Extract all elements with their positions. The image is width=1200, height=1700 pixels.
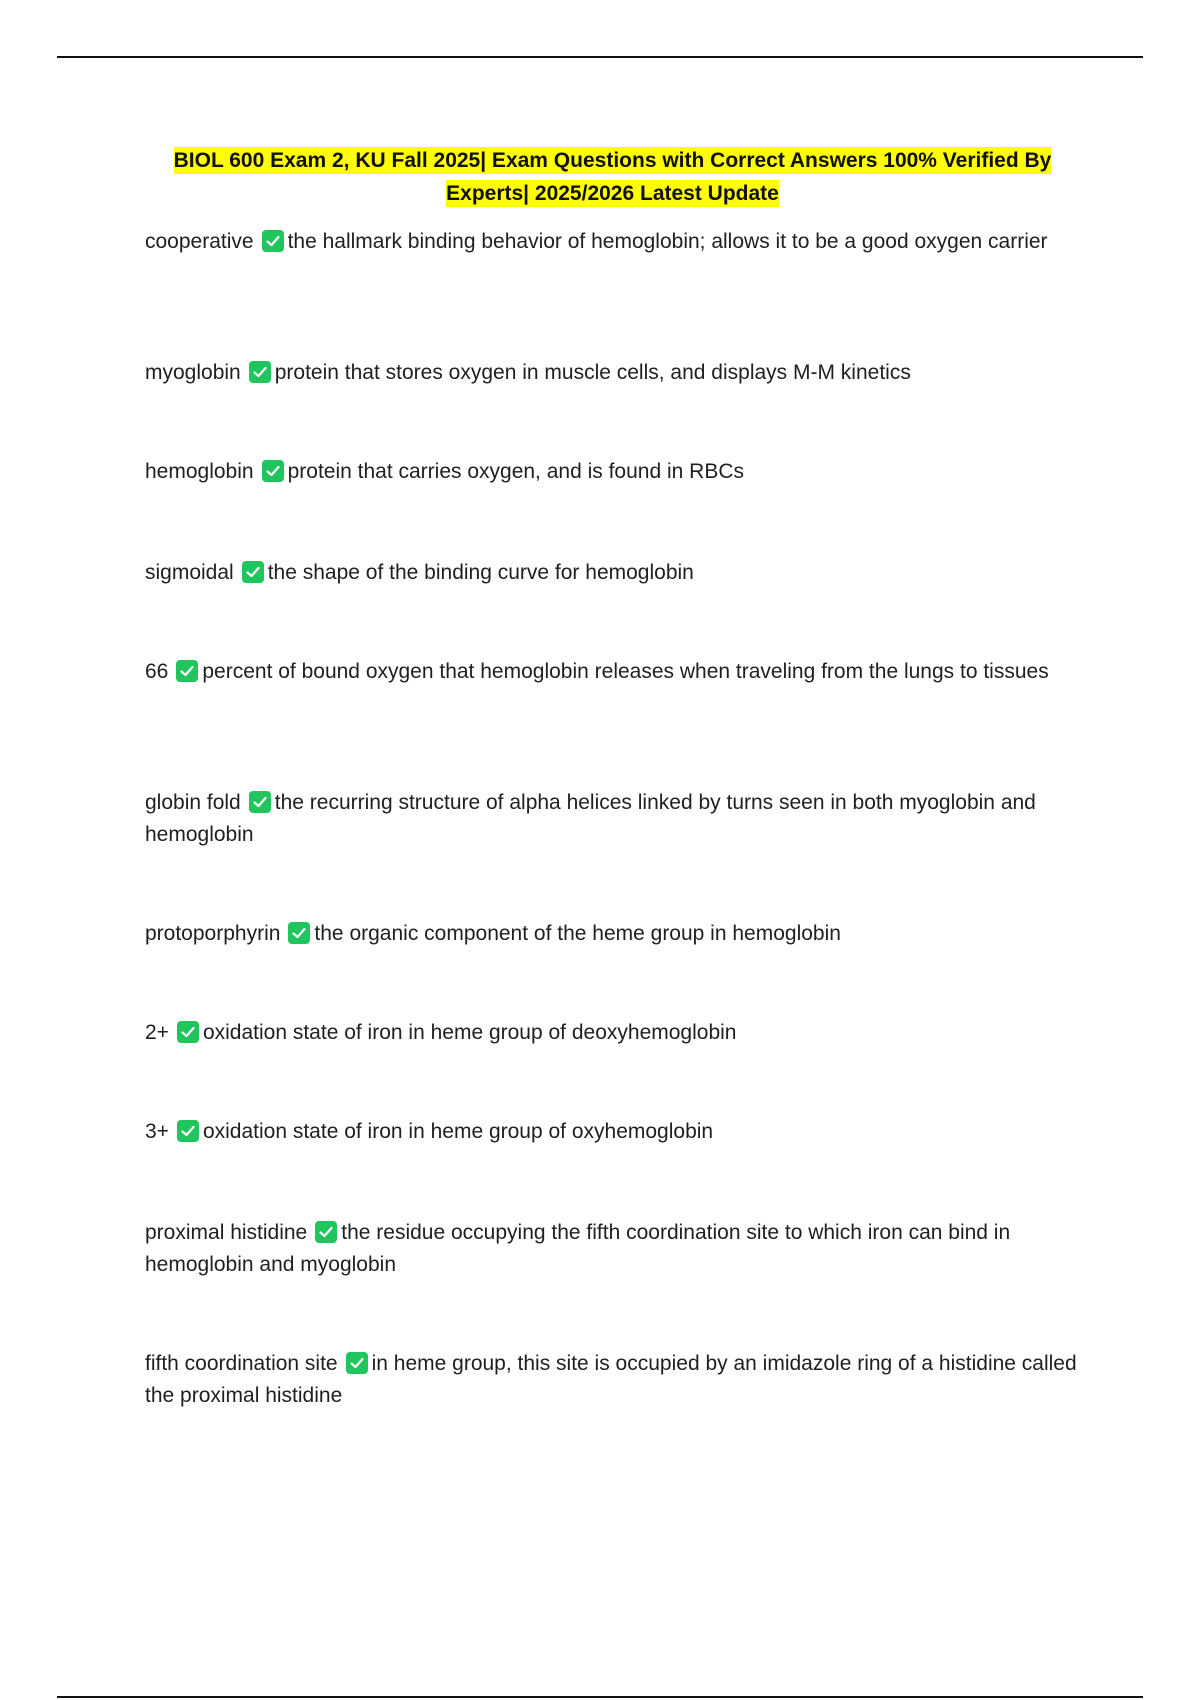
qa-term: 3+ [145, 1120, 169, 1143]
qa-item [145, 1116, 1090, 1148]
qa-item [145, 456, 1090, 488]
qa-term: 2+ [145, 1021, 169, 1044]
qa-answer: the organic component of the heme group in hemoglobin [314, 922, 841, 945]
qa-answer: the recurring structure of alpha helices linked by turns seen in both myoglobin and hemoglobin [145, 791, 1036, 846]
title-line-2: Experts| 2025/2026 Latest Update [446, 182, 779, 205]
qa-item [145, 226, 1090, 258]
qa-answer: the residue occupying the fifth coordination site to which iron can bind in hemoglobin and myoglobin [145, 1221, 1011, 1276]
top-divider [57, 56, 1143, 58]
qa-answer: oxidation state of iron in heme group of deoxyhemoglobin [202, 1021, 737, 1044]
checkmark-icon [177, 1021, 199, 1043]
bottom-divider [57, 1696, 1143, 1698]
qa-item [145, 557, 1090, 589]
qa-answer: oxidation state of iron in heme group of oxyhemoglobin [202, 1120, 714, 1143]
qa-term: proximal histidine [145, 1221, 308, 1244]
qa-item [145, 357, 1090, 389]
qa-item [145, 1017, 1090, 1049]
checkmark-icon [315, 1221, 337, 1243]
qa-item [145, 918, 1090, 950]
qa-item [145, 1217, 1090, 1281]
qa-answer: percent of bound oxygen that hemoglobin releases when traveling from the lungs to tissues [202, 660, 1049, 683]
checkmark-icon [176, 660, 198, 682]
qa-term: globin fold [145, 791, 241, 814]
checkmark-icon [249, 791, 271, 813]
document-title [145, 144, 1080, 210]
qa-item [145, 787, 1090, 851]
checkmark-icon [346, 1352, 368, 1374]
qa-answer: the hallmark binding behavior of hemoglobin; allows it to be a good oxygen carrier [287, 230, 1048, 253]
qa-term: fifth coordination site [145, 1352, 338, 1375]
qa-term: 66 [145, 660, 169, 683]
title-line-1: BIOL 600 Exam 2, KU Fall 2025| Exam Questions with Correct Answers 100% Verified By [173, 149, 1052, 172]
qa-item [145, 1348, 1090, 1412]
qa-answer: in heme group, this site is occupied by an imidazole ring of a histidine called the proximal histidine [145, 1352, 1077, 1407]
qa-term: cooperative [145, 230, 254, 253]
checkmark-icon [262, 230, 284, 252]
qa-term: protoporphyrin [145, 922, 281, 945]
checkmark-icon [242, 561, 264, 583]
checkmark-icon [177, 1120, 199, 1142]
qa-term: myoglobin [145, 361, 241, 384]
checkmark-icon [288, 922, 310, 944]
qa-item [145, 656, 1090, 688]
qa-answer: the shape of the binding curve for hemoglobin [267, 561, 694, 584]
qa-answer: protein that carries oxygen, and is found in RBCs [287, 460, 745, 483]
qa-answer: protein that stores oxygen in muscle cells, and displays M-M kinetics [274, 361, 911, 384]
qa-term: sigmoidal [145, 561, 234, 584]
qa-term: hemoglobin [145, 460, 254, 483]
checkmark-icon [249, 361, 271, 383]
checkmark-icon [262, 460, 284, 482]
